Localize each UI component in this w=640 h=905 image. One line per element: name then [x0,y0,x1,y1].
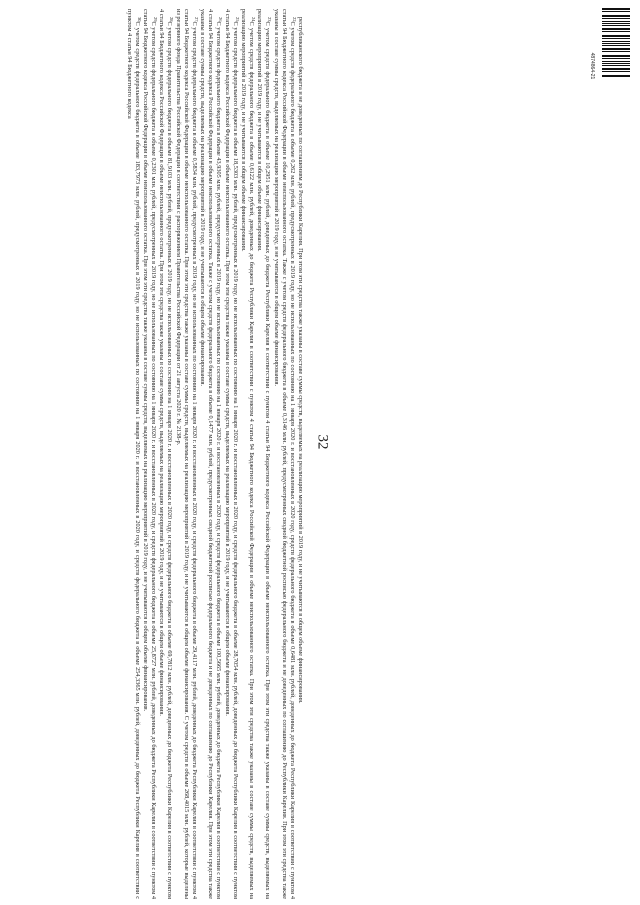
footnote-marker: 28 [169,17,175,22]
footnote-text: республиканского бюджета и не доведенных по соглашениям до Республики Карелия. При этом эти средства также указаны в составе суммы средств, выделяемых на реализацию мероприятий в 2019 году, и не учитываются в общем объеме финансирования. [297,17,304,704]
footnote-text: С учетом средств федерального бюджета в объеме 43,9305 млн. рублей, предусмотренных в 2019 году, но не использованных по состоянию на 1 января 2020 г. и восстановленных в 2020 году, и средств федерального бюджета в объеме 100,5665 млн. рублей, доведенных до бюджета Республики Карелия в соответствии с пунктом 4 статьи 94 Бюджетного кодекса Российской Федерации в объеме неиспользованного остатка. Также с учетом средств федерального бюджета в объеме 0,1477 млн. рублей, предусмотренных сводной бюджетной росписью федерального бюджета и не доведенных по соглашению до Республики Карелия. При этом эти средства также указаны в составе суммы средств, выделяемых на реализацию мероприятий в 2019 году, и не учитываются в общем объеме финансирования. [199,9,223,899]
footnote [239,9,255,899]
footnote-marker: 30 [136,17,142,22]
footnote [125,9,141,899]
footnote-text: С учетом средств федерального бюджета в объеме 0,6122 млн. рублей, доведенных до бюджета Республики Карелия в соответствии с пунктом 4 статьи 94 Бюджетного кодекса Российской Федерации в объеме неиспользованного остатка. При этом эти средства также указаны в составе суммы средств, выделяемых на реализацию мероприятий в 2019 году, и не учитываются в общем объеме финансирования. [239,9,256,899]
footnote-text: С учетом средств федерального бюджета в объеме 81,9103 млн. рублей, предусмотренных в 2019 году, но не использованных по состоянию на 1 января 2020 г. и восстановленных в 2020 году, и средств федерального бюджета в объеме 69,7812 млн. рублей, доведенных до бюджета Республики Карелия в соответствии с пунктом 4 статьи 94 Бюджетного кодекса Российской Федерации в объеме неиспользованного остатка. При этом эти средства также указаны в составе суммы средств, выделяемых на реализацию мероприятий в 2019 году, и не учитываются в общем объеме финансирования. [158,9,174,899]
footnote-marker: 27 [193,17,199,22]
footnotes-block [0,9,304,899]
footnote-text: С учетом средств федерального бюджета в объеме 183,7973 млн. рублей, предусмотренных в 2019 году, но не использованных по состоянию на 1 января 2020 г. и восстановленных в 2020 году, и средств федерального бюджета в объеме 254,3365 млн. рублей, доведенных до бюджета Республики Карелия в соответствии с пунктом 4 статьи 94 Бюджетного кодекса [125,9,141,899]
footnote [255,9,271,899]
footnote-marker: 26 [218,17,224,22]
footnote-text: С учетом средств федерального бюджета в объеме 0,262 млн. рублей, предусмотренных в 2019 году, но не использованных по состоянию на 1 января 2020 г. и восстановленных в 2020 году, средств федерального бюджета в объеме 0,6481 млн. рублей, доведенных до бюджета Республики Карелия в соответствии с пунктом 4 статьи 94 Бюджетного кодекса Российской Федерации в объеме неиспользованного остатка. Также с учетом средств федерального бюджета в объеме 0,3146 млн. рублей, предусмотренных сводной бюджетной росписью федерального бюджета и не доведенных по соглашению до Республики Карелия. При этом эти средства также указаны в составе суммы средств, выделяемых на реализацию мероприятий в 2019 году, и не учитываются в общем объеме финансирования. [272,9,296,899]
barcode-number-text: 4874864-21 [589,52,595,80]
barcode [602,8,630,78]
footnote-marker: 22 [291,17,297,22]
footnote [271,9,295,899]
footnote [296,9,304,899]
footnote [222,9,238,899]
footnote [174,9,198,899]
footnote-marker: 23 [267,17,273,22]
footnote-text: С учетом средств федерального бюджета в объеме 18,5303 млн. рублей, предусмотренных в 2019 году, но не использованных по состоянию на 1 января 2020 г. и восстановленных в 2020 году, и средств федерального бюджета в объеме 28,7054 млн. рублей, доведенных до бюджета Республики Карелия в соответствии с пунктом 4 статьи 94 Бюджетного кодекса Российской Федерации в объеме неиспользованного остатка. При этом эти средства также указаны в составе суммы средств, выделяемых на реализацию мероприятий в 2019 году, и не учитываются в общем объеме финансирования. [223,9,239,899]
footnote-marker: 29 [153,17,159,22]
footnote [157,9,173,899]
footnote-marker: 24 [251,17,257,22]
footnote [198,9,222,899]
footnote [141,9,157,899]
page-number-text: 32 [314,434,331,450]
footnote-text: С учетом средств федерального бюджета в объеме 0,5834 млн. рублей, предусмотренных в 2019 году, но не использованных по состоянию на 1 января 2020 г. и восстановленных в 2020 году, и средств федерального бюджета в объеме 29,4117 млн. рублей, доведенных до бюджета Республики Карелия в соответствии с пунктом 4 статьи 94 Бюджетного кодекса Российской Федерации в объеме неиспользованного остатка. При этом эти средства также указаны в составе суммы средств, выделяемых на реализацию мероприятий в 2019 году, и не учитываются в общем объеме финансирования. С учетом средств в объеме 268,4015 млн. рублей, которые выделены из резервного фонда Правительства Российской Федерации в соответствии с распоряжением Правительства Российской Федерации от 21 августа 2020 г. № 2138-р. [174,9,198,899]
footnote-marker: 25 [234,17,240,22]
footnote-text: С учетом средств федерального бюджета в объеме 10,2951 млн. рублей, доведенных до бюджета Республики Карелия в соответствии с пунктом 4 статьи 94 Бюджетного кодекса Российской Федерации в объеме неиспользованного остатка. При этом эти средства также указаны в составе суммы средств, выделяемых на реализацию мероприятий в 2019 году, и не учитываются в общем объеме финансирования. [256,9,272,899]
footnote-text: С учетом средств федерального бюджета в объеме 0,2301 млн. рублей, предусмотренных в 2019 году, но не использованных по состоянию на 1 января 2020 г. и восстановленных в 2020 году, и средств федерального бюджета в объеме 25,8727 млн. рублей, доведенных до бюджета Республики Карелия в соответствии с пунктом 4 статьи 94 Бюджетного кодекса Российской Федерации в объеме неиспользованного остатка. При этом эти средства также указаны в составе суммы средств, выделяемых на реализацию мероприятий в 2019 году, и не учитываются в общем объеме финансирования. [142,9,158,899]
